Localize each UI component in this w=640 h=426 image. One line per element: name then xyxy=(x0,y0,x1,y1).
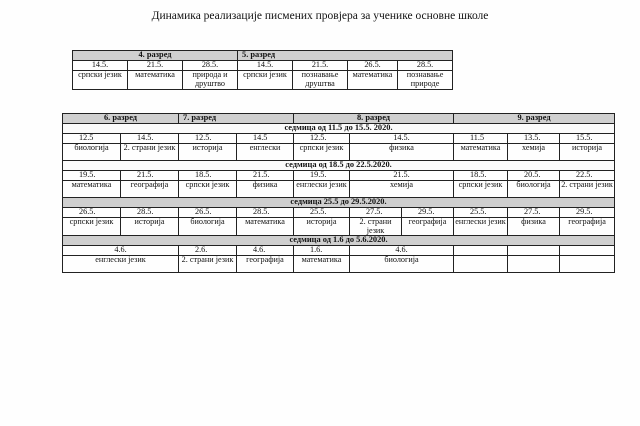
grade-6-header: 6. разред xyxy=(63,114,179,124)
subject-cell: енглески језик xyxy=(294,181,350,198)
empty-cell xyxy=(508,256,560,273)
date-cell: 19.5. xyxy=(294,171,350,181)
grade-5-header: 5. разред xyxy=(238,51,453,61)
subject-cell: географија xyxy=(237,256,294,273)
date-cell: 12.5. xyxy=(294,134,350,144)
date-cell: 27.5. xyxy=(350,208,402,218)
week-label: седмица од 18.5 до 22.5.2020. xyxy=(63,161,615,171)
subject-cell: историја xyxy=(560,144,615,161)
subject-cell: историја xyxy=(179,144,237,161)
subject-cell: енглески xyxy=(237,144,294,161)
page-title: Динамика реализације писмених провјера за ученике основне школе xyxy=(151,10,489,22)
date-cell: 21.5. xyxy=(121,171,179,181)
grade-4-header: 4. разред xyxy=(73,51,238,61)
grade-7-header: 7. разред xyxy=(179,114,294,124)
subject-cell: математика xyxy=(348,71,398,90)
date-cell: 1.6. xyxy=(294,246,350,256)
date-cell: 4.6. xyxy=(237,246,294,256)
date-cell: 21.5. xyxy=(293,61,348,71)
subject-cell: хемија xyxy=(350,181,454,198)
subject-cell: 2. страни језик xyxy=(179,256,237,273)
date-cell: 14.5 xyxy=(237,134,294,144)
grade-6-9-table xyxy=(62,113,615,273)
subject-cell: српски језик xyxy=(73,71,128,90)
subject-cell: физика xyxy=(350,144,454,161)
date-cell: 21.5. xyxy=(128,61,183,71)
subject-cell: 2. страни језик xyxy=(350,218,402,236)
empty-cell xyxy=(508,246,560,256)
date-cell: 19.5. xyxy=(63,171,121,181)
date-cell: 26.5. xyxy=(63,208,121,218)
subject-cell: српски језик xyxy=(454,181,508,198)
subject-cell: енглески језик xyxy=(63,256,179,273)
date-cell: 15.5. xyxy=(560,134,615,144)
week-label: седмица од 11.5 до 15.5. 2020. xyxy=(63,124,615,134)
subject-cell: физика xyxy=(237,181,294,198)
grade-4-5-table xyxy=(72,50,453,90)
date-cell: 2.6. xyxy=(179,246,237,256)
date-cell: 12.5 xyxy=(63,134,121,144)
date-cell: 29.5. xyxy=(560,208,615,218)
date-cell: 25.5. xyxy=(294,208,350,218)
subject-cell: географија xyxy=(560,218,615,236)
date-cell: 11.5 xyxy=(454,134,508,144)
subject-cell: физика xyxy=(508,218,560,236)
grade-9-header: 9. разред xyxy=(454,114,615,124)
date-cell: 21.5. xyxy=(237,171,294,181)
subject-cell: математика xyxy=(63,181,121,198)
date-cell: 28.5. xyxy=(237,208,294,218)
subject-cell: историја xyxy=(121,218,179,236)
date-cell: 28.5. xyxy=(183,61,238,71)
date-cell: 22.5. xyxy=(560,171,615,181)
subject-cell: познавање природе xyxy=(398,71,453,90)
date-cell: 28.5. xyxy=(398,61,453,71)
subject-cell: српски језик xyxy=(179,181,237,198)
date-cell: 26.5. xyxy=(179,208,237,218)
subject-cell: српски језик xyxy=(238,71,293,90)
date-cell: 18.5. xyxy=(454,171,508,181)
subject-cell: математика xyxy=(237,218,294,236)
subject-cell: математика xyxy=(294,256,350,273)
date-cell: 4.6. xyxy=(350,246,454,256)
grade-8-header: 8. разред xyxy=(294,114,454,124)
date-cell: 4.6. xyxy=(63,246,179,256)
empty-cell xyxy=(560,246,615,256)
subject-cell: биологија xyxy=(350,256,454,273)
subject-cell: српски језик xyxy=(294,144,350,161)
subject-cell: 2. страни језик xyxy=(121,144,179,161)
date-cell: 29.5. xyxy=(402,208,454,218)
subject-cell: биологија xyxy=(508,181,560,198)
date-cell: 13.5. xyxy=(508,134,560,144)
date-cell: 20.5. xyxy=(508,171,560,181)
subject-cell: математика xyxy=(454,144,508,161)
date-cell: 14.5. xyxy=(73,61,128,71)
date-cell: 27.5. xyxy=(508,208,560,218)
date-cell: 14.5. xyxy=(238,61,293,71)
subject-cell: познавање друштва xyxy=(293,71,348,90)
date-cell: 25.5. xyxy=(454,208,508,218)
week-label: седмица 25.5 до 29.5.2020. xyxy=(63,198,615,208)
date-cell: 12.5. xyxy=(179,134,237,144)
empty-cell xyxy=(454,256,508,273)
date-cell: 28.5. xyxy=(121,208,179,218)
subject-cell: математика xyxy=(128,71,183,90)
date-cell: 21.5. xyxy=(350,171,454,181)
subject-cell: природа и друштво xyxy=(183,71,238,90)
subject-cell: хемија xyxy=(508,144,560,161)
subject-cell: историја xyxy=(294,218,350,236)
subject-cell: српски језик xyxy=(63,218,121,236)
week-label: седмица од 1.6 до 5.6.2020. xyxy=(63,236,615,246)
subject-cell: 2. страни језик xyxy=(560,181,615,198)
date-cell: 14.5. xyxy=(121,134,179,144)
date-cell: 26.5. xyxy=(348,61,398,71)
subject-cell: географија xyxy=(121,181,179,198)
subject-cell: биологија xyxy=(63,144,121,161)
empty-cell xyxy=(560,256,615,273)
subject-cell: енглески језик xyxy=(454,218,508,236)
subject-cell: географија xyxy=(402,218,454,236)
empty-cell xyxy=(454,246,508,256)
date-cell: 18.5. xyxy=(179,171,237,181)
subject-cell: биологија xyxy=(179,218,237,236)
date-cell: 14.5. xyxy=(350,134,454,144)
